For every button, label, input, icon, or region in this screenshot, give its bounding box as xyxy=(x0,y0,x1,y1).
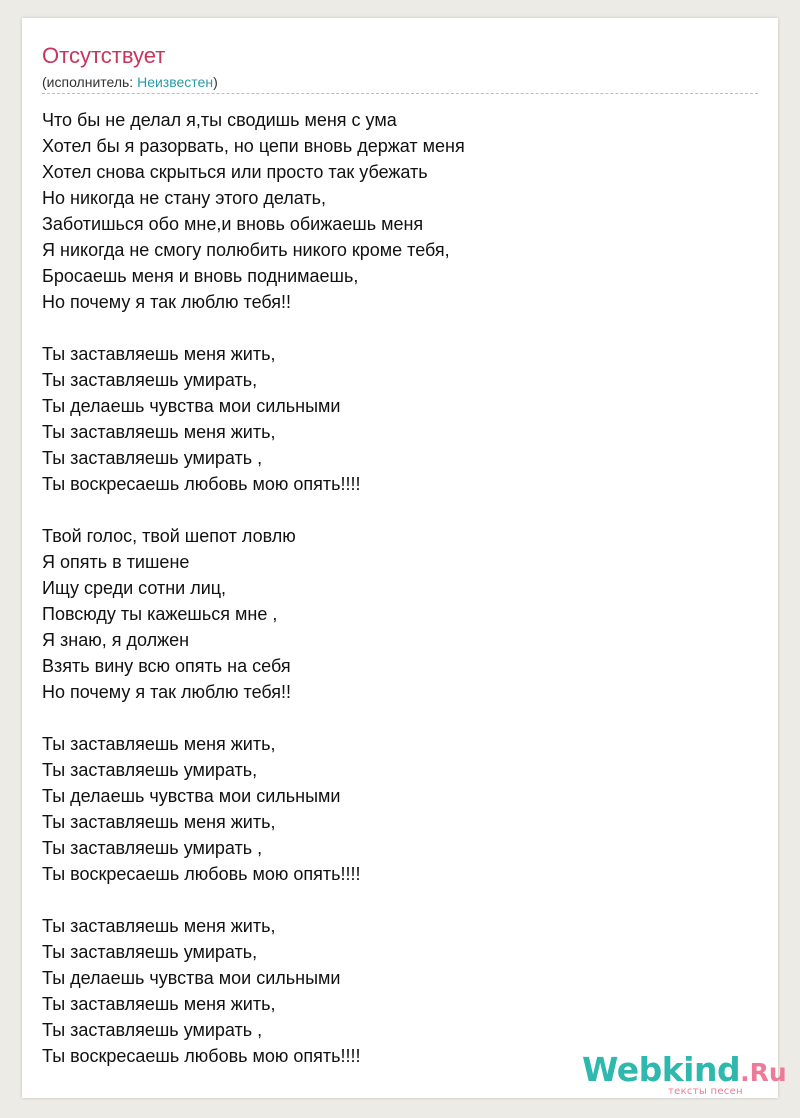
artist-line xyxy=(42,73,218,91)
artist-prefix: (исполнитель: xyxy=(42,74,138,90)
lyric-line: Ты заставляешь умирать , xyxy=(42,1020,263,1040)
lyric-line: Ты воскресаешь любовь мою опять!!!! xyxy=(42,1046,361,1066)
lyrics-body xyxy=(42,107,742,1095)
artist-suffix: ) xyxy=(213,74,218,90)
lyrics-card xyxy=(22,18,787,1098)
lyric-line: Ты заставляешь умирать, xyxy=(42,942,258,962)
song-title: Отсутствует xyxy=(42,43,166,68)
lyric-line: Хотел бы я разорвать, но цепи вновь держат меня xyxy=(42,136,465,156)
title-divider xyxy=(42,93,758,94)
lyric-line: Заботишься обо мне,и вновь обижаешь меня xyxy=(42,214,424,234)
lyric-line: Ты заставляешь умирать , xyxy=(42,838,263,858)
lyric-line: Ты делаешь чувства мои сильными xyxy=(42,786,341,806)
lyric-line: Ищу среди сотни лиц, xyxy=(42,578,227,598)
lyric-line: Твой голос, твой шепот ловлю xyxy=(42,526,296,546)
lyric-line: Ты заставляешь меня жить, xyxy=(42,916,276,936)
lyric-line: Ты заставляешь меня жить, xyxy=(42,994,276,1014)
lyric-line: Ты заставляешь умирать , xyxy=(42,448,263,468)
lyric-line: Ты заставляешь умирать, xyxy=(42,760,258,780)
logo-tagline: тексты песен xyxy=(668,1086,743,1097)
lyric-line: Что бы не делал я,ты сводишь меня с ума xyxy=(42,110,397,130)
lyric-line: Хотел снова скрыться или просто так убежать xyxy=(42,162,428,182)
lyric-line: Я опять в тишене xyxy=(42,552,190,572)
logo-brand: Webkind xyxy=(582,1050,741,1089)
lyric-line: Но никогда не стану этого делать, xyxy=(42,188,326,208)
lyric-line: Ты делаешь чувства мои сильными xyxy=(42,396,341,416)
lyric-line: Но почему я так люблю тебя!! xyxy=(42,682,292,702)
lyrics-stanza xyxy=(42,731,742,887)
lyrics-stanza xyxy=(42,913,742,1069)
lyrics-stanza xyxy=(42,341,742,497)
lyric-line: Но почему я так люблю тебя!! xyxy=(42,292,292,312)
webkind-logo xyxy=(582,1050,787,1100)
lyric-line: Я никогда не смогу полюбить никого кроме тебя, xyxy=(42,240,450,260)
lyric-line: Ты воскресаешь любовь мою опять!!!! xyxy=(42,474,361,494)
lyric-line: Взять вину всю опять на себя xyxy=(42,656,291,676)
lyric-line: Бросаешь меня и вновь поднимаешь, xyxy=(42,266,359,286)
lyric-line: Я знаю, я должен xyxy=(42,630,190,650)
lyric-line: Ты делаешь чувства мои сильными xyxy=(42,968,341,988)
lyric-line: Ты заставляешь умирать, xyxy=(42,370,258,390)
lyric-line: Ты заставляешь меня жить, xyxy=(42,344,276,364)
lyric-line: Повсюду ты кажешься мне , xyxy=(42,604,278,624)
lyrics-stanza xyxy=(42,107,742,315)
lyric-line: Ты заставляешь меня жить, xyxy=(42,422,276,442)
lyric-line: Ты заставляешь меня жить, xyxy=(42,734,276,754)
artist-link[interactable]: Неизвестен xyxy=(137,74,214,90)
logo-suffix: .Ru xyxy=(740,1058,787,1087)
lyrics-stanza xyxy=(42,523,742,705)
lyric-line: Ты заставляешь меня жить, xyxy=(42,812,276,832)
lyric-line: Ты воскресаешь любовь мою опять!!!! xyxy=(42,864,361,884)
